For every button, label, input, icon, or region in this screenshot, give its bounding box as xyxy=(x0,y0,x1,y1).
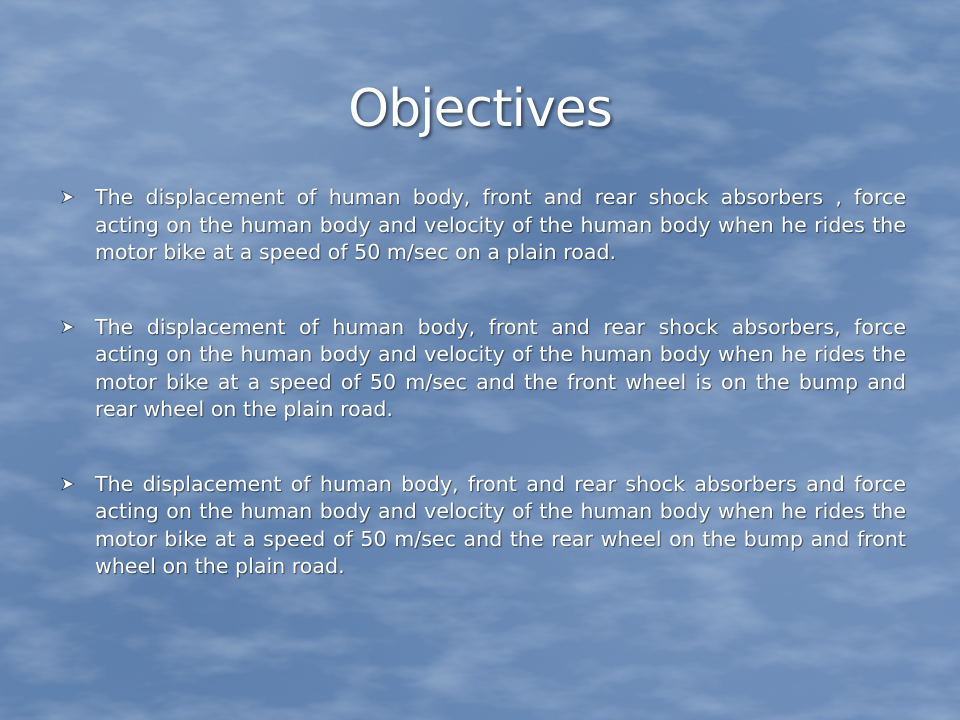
arrowhead-bullet-icon xyxy=(60,319,76,335)
arrowhead-bullet-icon xyxy=(60,189,76,205)
objective-text: The displacement of human body, front and rear shock absorbers , force acting on the human body and velocity of the human body when he rides the motor bike at a speed of 50 m/sec on a plain road. xyxy=(95,185,906,264)
arrowhead-bullet-icon xyxy=(60,476,76,492)
slide-title: Objectives xyxy=(348,79,612,139)
objective-item-3 xyxy=(60,471,906,581)
objective-text: The displacement of human body, front and rear shock absorbers and force acting on the human body and velocity of the human body when he rides the motor bike at a speed of 50 m/sec and the rear wheel on the bump and front wheel on the plain road. xyxy=(95,471,906,578)
objective-text: The displacement of human body, front and rear shock absorbers, force acting on the human body and velocity of the human body when he rides the motor bike at a speed of 50 m/sec and the front wheel is on the bump and rear wheel on the plain road. xyxy=(95,314,906,421)
objective-item-2 xyxy=(60,314,906,424)
objectives-list xyxy=(60,184,906,628)
objective-item-1 xyxy=(60,184,906,267)
